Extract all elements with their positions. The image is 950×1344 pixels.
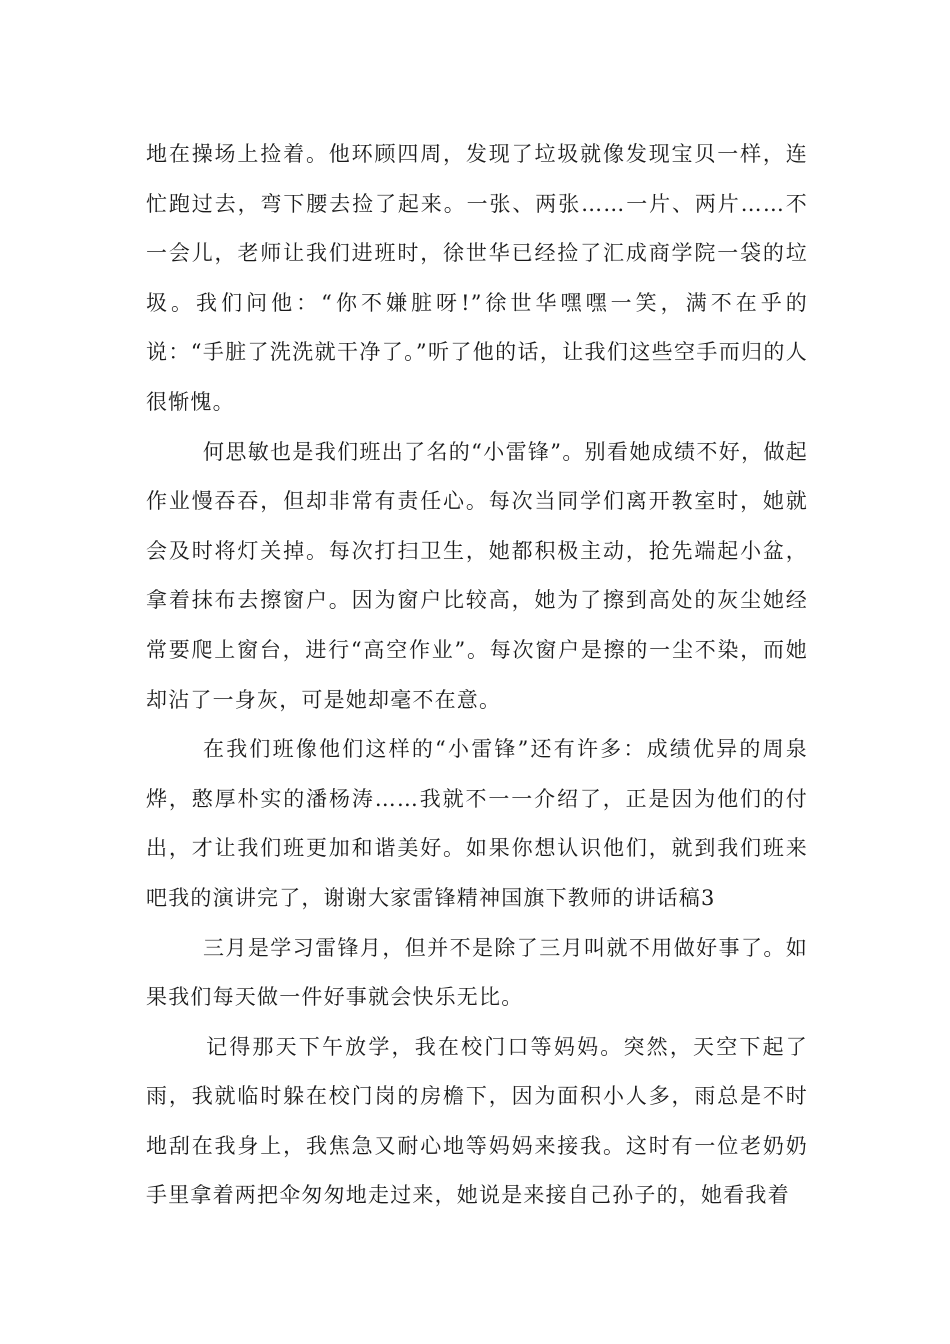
paragraph-2: 何思敏也是我们班出了名的“小雷锋”。别看她成绩不好，做起作业慢吞吞，但却非常有责任心。每次当同学们离开教室时，她就会及时将灯关掉。每次打扫卫生，她都积极主动，抢先端起小盆，拿着抹布去擦窗户。因为窗户比较高，她为了擦到高处的灰尘她经常要爬上窗台，进行“高空作业”。每次窗户是擦的一尘不染，而她却沾了一身灰，可是她却毫不在意。 xyxy=(146,439,808,712)
paragraph-4: 三月是学习雷锋月，但并不是除了三月叫就不用做好事了。如果我们每天做一件好事就会快乐无比。 xyxy=(146,935,808,1010)
paragraph-5: 记得那天下午放学，我在校门口等妈妈。突然，天空下起了雨，我就临时躲在校门岗的房檐下，因为面积小人多，雨总是不时地刮在我身上，我焦急又耐心地等妈妈来接我。这时有一位老奶奶手里拿着两把伞匆匆地走过来，她说是来接自己孙子的，她看我着 xyxy=(146,1034,808,1208)
paragraph-1: 地在操场上捡着。他环顾四周，发现了垃圾就像发现宝贝一样，连忙跑过去，弯下腰去捡了起来。一张、两张……一片、两片……不一会儿，老师让我们进班时，徐世华已经捡了汇成商学院一袋的垃圾。我们问他：“你不嫌脏呀!”徐世华嘿嘿一笑，满不在乎的说：“手脏了洗洗就干净了。”听了他的话，让我们这些空手而归的人很惭愧。 xyxy=(146,142,808,414)
paragraph-3: 在我们班像他们这样的“小雷锋”还有许多：成绩优异的周泉烨，憨厚朴实的潘杨涛……我就不一一介绍了，正是因为他们的付出，才让我们班更加和谐美好。如果你想认识他们，就到我们班来吧我的演讲完了，谢谢大家雷锋精神国旗下教师的讲话稿3 xyxy=(146,737,808,910)
body-text xyxy=(146,130,808,1221)
